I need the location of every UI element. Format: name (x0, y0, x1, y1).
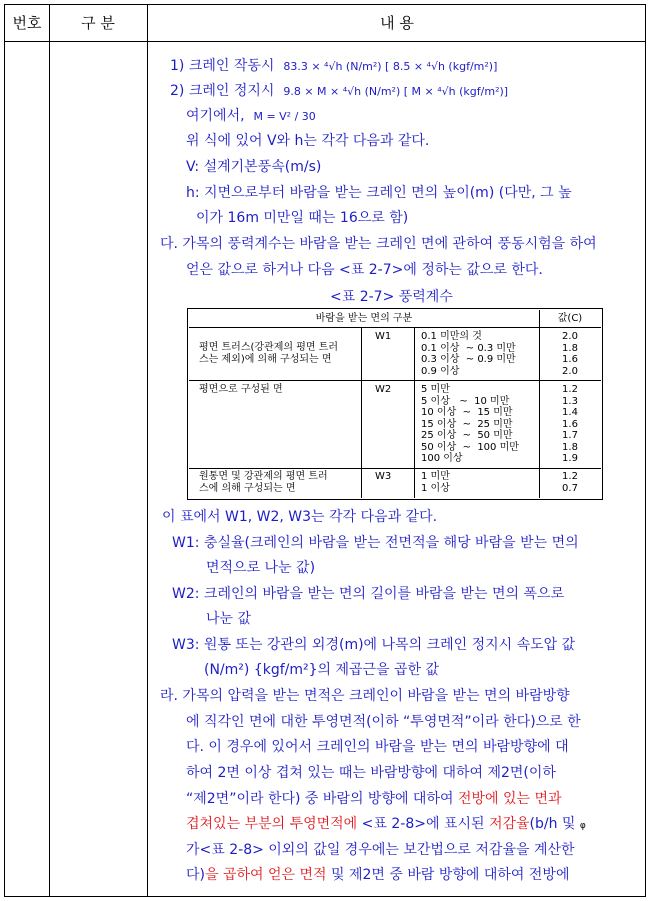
para-line: 위 식에 있어 V와 h는 각각 다음과 같다. (186, 133, 430, 149)
para-line: “제2면”이라 한다) 중 바람의 방향에 대하여 전방에 있는 면과 (186, 791, 562, 807)
para-line: W2: 크레인의 바람을 받는 면의 길이를 바람을 받는 면의 폭으로 (172, 586, 565, 602)
column-divider (49, 5, 50, 896)
row-w1-symbol: W1 (375, 331, 392, 342)
para-line: 다. 가목의 풍력계수는 바람을 받는 크레인 면에 관하여 풍동시험을 하여 (160, 236, 597, 252)
column-divider (147, 5, 148, 896)
row-w1-values: 2.0 1.8 1.6 2.0 (562, 331, 578, 377)
para-line: V: 설계기본풍속(m/s) (186, 159, 322, 175)
para-line: W3: 원통 또는 강관의 외경(m)에 나목의 크레인 정지시 속도압 값 (172, 637, 576, 653)
header-no: 번호 (12, 14, 42, 32)
table-head-value: 값(C) (557, 313, 583, 324)
wind-table (189, 310, 601, 498)
formula-line-1: 1) 크레인 작동시 83.3 × ⁴√h (N/m²) [ 8.5 × ⁴√h (kgf/m²)] (170, 58, 498, 74)
row-w2-values: 1.2 1.3 1.4 1.6 1.7 1.8 1.9 (562, 384, 578, 464)
para-line: W1: 충실율(크레인의 바람을 받는 전면적을 해당 바람을 받는 면의 (172, 535, 579, 551)
para-line: h: 지면으로부터 바람을 받는 크레인 면의 높이(m) (다만, 그 높 (186, 185, 572, 201)
formula-line-3: 여기에서, M = V² / 30 (186, 108, 316, 124)
table-caption: <표 2-7> 풍력계수 (330, 289, 453, 305)
para-line: 겹쳐있는 부분의 투영면적에 <표 2-8>에 표시된 저감율(b/h 및 φ (186, 816, 586, 832)
para-line: 얻은 값으로 하거나 다음 <표 2-7>에 정하는 값으로 한다. (186, 262, 543, 278)
para-line: 이가 16m 미만일 때는 16으로 함) (196, 210, 409, 226)
row-w2-ranges: 5 미만 5 이상 ~ 10 미만 10 이상 ~ 15 미만 15 이상 ~ 25 미만 25 이상 ~ 50 미만 50 이상 ~ 100 미만 100 이상 (421, 384, 519, 464)
row-w1-ranges: 0.1 미만의 것 0.1 이상 ~ 0.3 미만 0.3 이상 ~ 0.9 미만 0.9 이상 (421, 331, 516, 377)
row-w3-symbol: W3 (375, 471, 392, 482)
para-line: 나눈 값 (206, 611, 252, 627)
formula-line-2: 2) 크레인 정지시 9.8 × M × ⁴√h (N/m²) [ M × ⁴√h (kgf/m²)] (170, 83, 509, 99)
para-line: 에 직각인 면에 대한 투영면적(이하 “투영면적”이라 한다)으로 한 (186, 714, 581, 730)
row-w3-desc: 원통면 및 강관제의 평면 트러 스에 의해 구성되는 면 (199, 471, 328, 494)
para-line: 다)을 곱하여 얻은 면적 및 제2면 중 바람 방향에 대하여 전방에 (186, 867, 570, 883)
para-line: 이 표에서 W1, W2, W3는 각각 다음과 같다. (162, 509, 438, 525)
para-line: 하여 2면 이상 겹쳐 있는 때는 바람방향에 대하여 제2면(이하 (186, 765, 556, 781)
header-category: 구 분 (81, 14, 115, 32)
table-head-category: 바람을 받는 면의 구분 (315, 313, 413, 324)
row-w3-values: 1.2 0.7 (562, 471, 578, 494)
row-w2-desc: 평면으로 구성된 면 (199, 384, 283, 395)
row-w3-ranges: 1 미만 1 이상 (421, 471, 450, 494)
para-line: (N/m²) {kgf/m²}의 제곱근을 곱한 값 (204, 662, 440, 678)
para-line: 다. 이 경우에 있어서 크레인의 바람을 받는 면의 바람방향에 대 (186, 739, 569, 755)
row-w1-desc: 평면 트러스(강관제의 평면 트러 스는 제외)에 의해 구성되는 면 (199, 342, 339, 365)
header-divider (5, 41, 645, 42)
para-line: 면적으로 나눈 값) (206, 560, 316, 576)
para-line: 가<표 2-8> 이외의 값일 경우에는 보간법으로 저감율을 계산한 (186, 842, 575, 858)
para-line: 라. 가목의 압력을 받는 면적은 크레인이 바람을 받는 면의 바람방향 (160, 688, 570, 704)
header-content: 내 용 (380, 14, 414, 32)
row-w2-symbol: W2 (375, 384, 392, 395)
